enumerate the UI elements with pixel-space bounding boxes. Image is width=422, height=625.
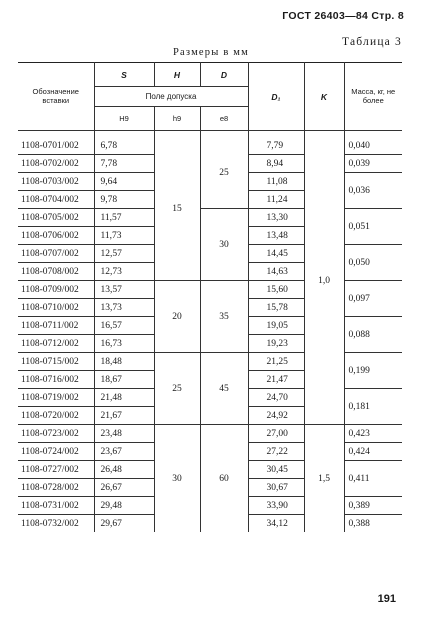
s-cell: 12,57 — [94, 245, 154, 263]
mass-cell: 0,050 — [344, 245, 402, 281]
d-cell: 25 — [200, 131, 248, 209]
d1-cell: 27,00 — [248, 425, 304, 443]
fit-D: e8 — [200, 107, 248, 131]
d-cell: 60 — [200, 425, 248, 533]
h-cell: 20 — [154, 281, 200, 353]
page-number: 191 — [377, 593, 396, 605]
col-K: K — [304, 63, 344, 131]
table-row — [18, 131, 402, 155]
designation-cell: 1108-0728/002 — [18, 479, 94, 497]
designation-cell: 1108-0702/002 — [18, 155, 94, 173]
tolerance-field-header: Поле допуска — [94, 87, 248, 107]
mass-cell: 0,036 — [344, 173, 402, 209]
s-cell: 23,67 — [94, 443, 154, 461]
designation-cell: 1108-0715/002 — [18, 353, 94, 371]
mass-cell: 0,424 — [344, 443, 402, 461]
mass-cell: 0,411 — [344, 461, 402, 497]
mass-cell: 0,088 — [344, 317, 402, 353]
s-cell: 18,48 — [94, 353, 154, 371]
s-cell: 21,48 — [94, 389, 154, 407]
designation-cell: 1108-0709/002 — [18, 281, 94, 299]
mass-cell: 0,097 — [344, 281, 402, 317]
designation-cell: 1108-0710/002 — [18, 299, 94, 317]
s-cell: 21,67 — [94, 407, 154, 425]
s-cell: 16,73 — [94, 335, 154, 353]
d1-cell: 7,79 — [248, 131, 304, 155]
h-cell: 15 — [154, 131, 200, 281]
d1-cell: 27,22 — [248, 443, 304, 461]
d1-cell: 33,90 — [248, 497, 304, 515]
s-cell: 9,64 — [94, 173, 154, 191]
d1-cell: 19,23 — [248, 335, 304, 353]
h-cell: 30 — [154, 425, 200, 533]
s-cell: 18,67 — [94, 371, 154, 389]
d1-cell: 14,45 — [248, 245, 304, 263]
mass-cell: 0,039 — [344, 155, 402, 173]
s-cell: 11,57 — [94, 209, 154, 227]
designation-cell: 1108-0712/002 — [18, 335, 94, 353]
designation-cell: 1108-0716/002 — [18, 371, 94, 389]
d1-cell: 11,24 — [248, 191, 304, 209]
h-cell: 25 — [154, 353, 200, 425]
d1-cell: 34,12 — [248, 515, 304, 533]
table-row — [18, 425, 402, 443]
s-cell: 16,57 — [94, 317, 154, 335]
dimensions-table — [18, 62, 402, 532]
mass-cell: 0,181 — [344, 389, 402, 425]
mass-cell: 0,051 — [344, 209, 402, 245]
s-cell: 26,67 — [94, 479, 154, 497]
s-cell: 23,48 — [94, 425, 154, 443]
designation-cell: 1108-0705/002 — [18, 209, 94, 227]
designation-cell: 1108-0723/002 — [18, 425, 94, 443]
d1-cell: 24,92 — [248, 407, 304, 425]
col-D: D — [200, 63, 248, 87]
designation-cell: 1108-0707/002 — [18, 245, 94, 263]
designation-cell: 1108-0732/002 — [21, 518, 79, 529]
k-cell: 1,5 — [304, 425, 344, 533]
mass-cell: 0,388 — [344, 515, 402, 533]
mass-cell: 0,040 — [344, 131, 402, 155]
s-cell: 29,67 — [94, 515, 154, 533]
designation-cell: 1108-0706/002 — [18, 227, 94, 245]
s-cell: 6,78 — [94, 131, 154, 155]
d-cell: 35 — [200, 281, 248, 353]
d1-cell: 15,78 — [248, 299, 304, 317]
d-cell: 45 — [200, 353, 248, 425]
col-designation: Обозначение вставки — [18, 63, 94, 131]
table-caption: Таблица 3 — [342, 36, 402, 48]
table-row — [18, 353, 402, 371]
units-caption: Размеры в мм — [172, 47, 249, 58]
col-mass: Масса, кг, не более — [344, 63, 402, 131]
s-cell: 26,48 — [94, 461, 154, 479]
mass-cell: 0,389 — [344, 497, 402, 515]
d1-cell: 14,63 — [248, 263, 304, 281]
d1-cell: 21,25 — [248, 353, 304, 371]
fit-S: H9 — [94, 107, 154, 131]
d1-cell: 24,70 — [248, 389, 304, 407]
mass-cell: 0,423 — [344, 425, 402, 443]
d1-cell: 30,45 — [248, 461, 304, 479]
d1-cell: 19,05 — [248, 317, 304, 335]
s-cell: 13,73 — [94, 299, 154, 317]
designation-cell: 1108-0708/002 — [18, 263, 94, 281]
designation-cell: 1108-0703/002 — [18, 173, 94, 191]
mass-cell: 0,199 — [344, 353, 402, 389]
designation-cell: 1108-0724/002 — [18, 443, 94, 461]
col-D1: D₁ — [248, 63, 304, 131]
fit-H: h9 — [154, 107, 200, 131]
d1-cell: 15,60 — [248, 281, 304, 299]
d1-cell: 13,48 — [248, 227, 304, 245]
k-cell: 1,0 — [304, 131, 344, 425]
s-cell: 29,48 — [94, 497, 154, 515]
page-header: ГОСТ 26403—84 Стр. 8 — [282, 10, 404, 22]
table-row — [18, 281, 402, 299]
designation-cell: 1108-0701/002 — [18, 131, 94, 155]
d1-cell: 30,67 — [248, 479, 304, 497]
col-H: H — [154, 63, 200, 87]
s-cell: 11,73 — [94, 227, 154, 245]
d1-cell: 13,30 — [248, 209, 304, 227]
d1-cell: 11,08 — [248, 173, 304, 191]
designation-cell: 1108-0727/002 — [18, 461, 94, 479]
col-S: S — [94, 63, 154, 87]
d1-cell: 21,47 — [248, 371, 304, 389]
designation-cell: 1108-0720/002 — [18, 407, 94, 425]
s-cell: 9,78 — [94, 191, 154, 209]
s-cell: 7,78 — [94, 155, 154, 173]
designation-cell: 1108-0719/002 — [18, 389, 94, 407]
designation-cell: 1108-0731/002 — [18, 497, 94, 515]
s-cell: 12,73 — [94, 263, 154, 281]
designation-cell: 1108-0704/002 — [18, 191, 94, 209]
d1-cell: 8,94 — [248, 155, 304, 173]
designation-cell: 1108-0711/002 — [18, 317, 94, 335]
table-row — [18, 209, 402, 227]
d-cell: 30 — [200, 209, 248, 281]
s-cell: 13,57 — [94, 281, 154, 299]
